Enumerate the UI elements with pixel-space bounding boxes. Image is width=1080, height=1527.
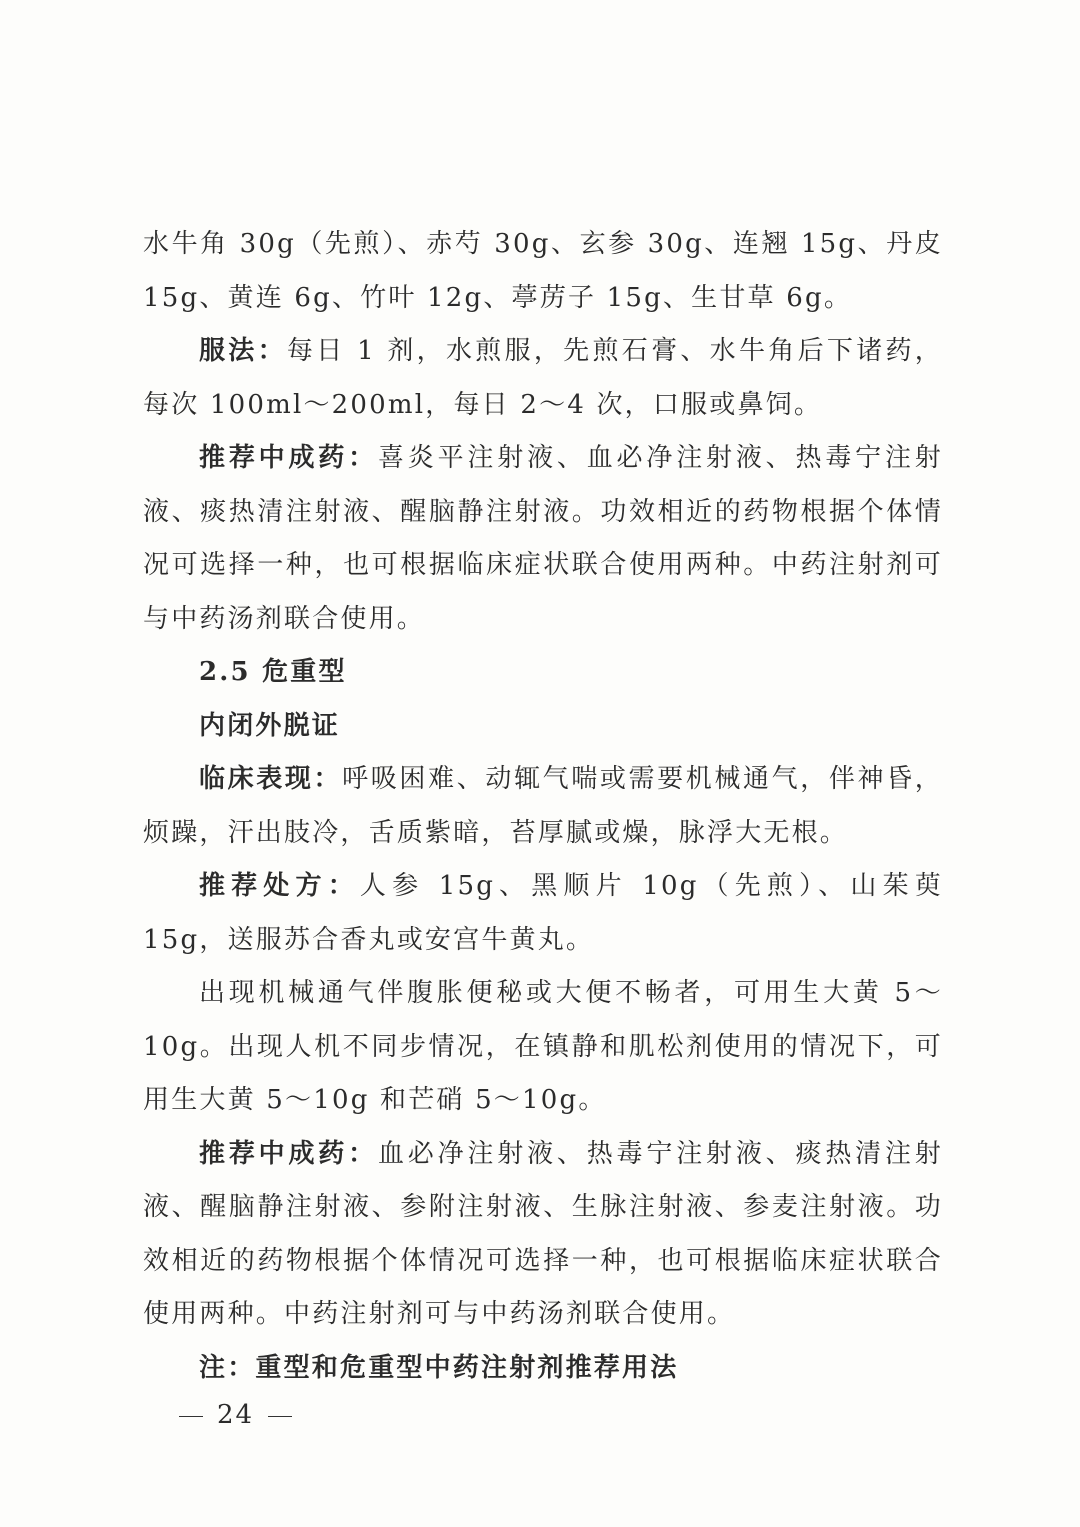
note-heading: 注：重型和危重型中药注射剂推荐用法 <box>199 1352 679 1383</box>
paragraph-label: 推荐中成药： <box>199 443 378 473</box>
paragraph-clinical-manifestation <box>143 753 943 860</box>
document-body <box>143 218 943 1395</box>
paragraph-prescription-continued <box>143 218 943 325</box>
paragraph-recommended-prescription <box>143 860 943 967</box>
paragraph-text: 人参 15g、黑顺片 10g（先煎）、山茱萸 15g，送服苏合香丸或安宫牛黄丸。 <box>143 871 943 955</box>
paragraph-text: 出现机械通气伴腹胀便秘或大便不畅者，可用生大黄 5～10g。出现人机不同步情况，在镇静和肌松剂使用的情况下，可用生大黄 5～10g 和芒硝 5～10g。 <box>143 978 943 1115</box>
page-number: 24 <box>217 1400 255 1430</box>
paragraph-text: 水牛角 30g（先煎）、赤芍 30g、玄参 30g、连翘 15g、丹皮 15g、黄连 6g、竹叶 12g、葶苈子 15g、生甘草 6g。 <box>143 229 943 313</box>
paragraph-usage <box>143 325 943 432</box>
footer-dash-left <box>179 1416 203 1417</box>
paragraph-label: 推荐中成药： <box>199 1138 378 1169</box>
paragraph-mechanical-ventilation <box>143 967 943 1128</box>
paragraph-label: 推荐处方： <box>199 871 360 901</box>
paragraph-label: 服法： <box>199 336 287 366</box>
section-heading-critical-type: 2.5 危重型 <box>199 657 347 687</box>
page-footer <box>165 1400 306 1430</box>
paragraph-text: 每日 1 剂，水煎服，先煎石膏、水牛角后下诸药，每次 100ml～200ml，每日 2～4 次，口服或鼻饲。 <box>143 336 943 420</box>
footer-dash-right <box>268 1416 292 1417</box>
paragraph-text: 喜炎平注射液、血必净注射液、热毒宁注射液、痰热清注射液、醒脑静注射液。功效相近的药物根据个体情况可选择一种，也可根据临床症状联合使用两种。中药注射剂可与中药汤剂联合使用。 <box>143 443 943 634</box>
paragraph-recommended-medicine-critical <box>143 1128 943 1342</box>
paragraph-text: 呼吸困难、动辄气喘或需要机械通气，伴神昏，烦躁，汗出肢冷，舌质紫暗，苔厚腻或燥，脉浮大无根。 <box>143 764 943 848</box>
paragraph-text: 血必净注射液、热毒宁注射液、痰热清注射液、醒脑静注射液、参附注射液、生脉注射液、参麦注射液。功效相近的药物根据个体情况可选择一种，也可根据临床症状联合使用两种。中药注射剂可与中药汤剂联合使用。 <box>143 1138 943 1329</box>
paragraph-label: 临床表现： <box>199 764 343 794</box>
subsection-heading-syndrome: 内闭外脱证 <box>199 710 341 741</box>
paragraph-recommended-medicine <box>143 432 943 646</box>
